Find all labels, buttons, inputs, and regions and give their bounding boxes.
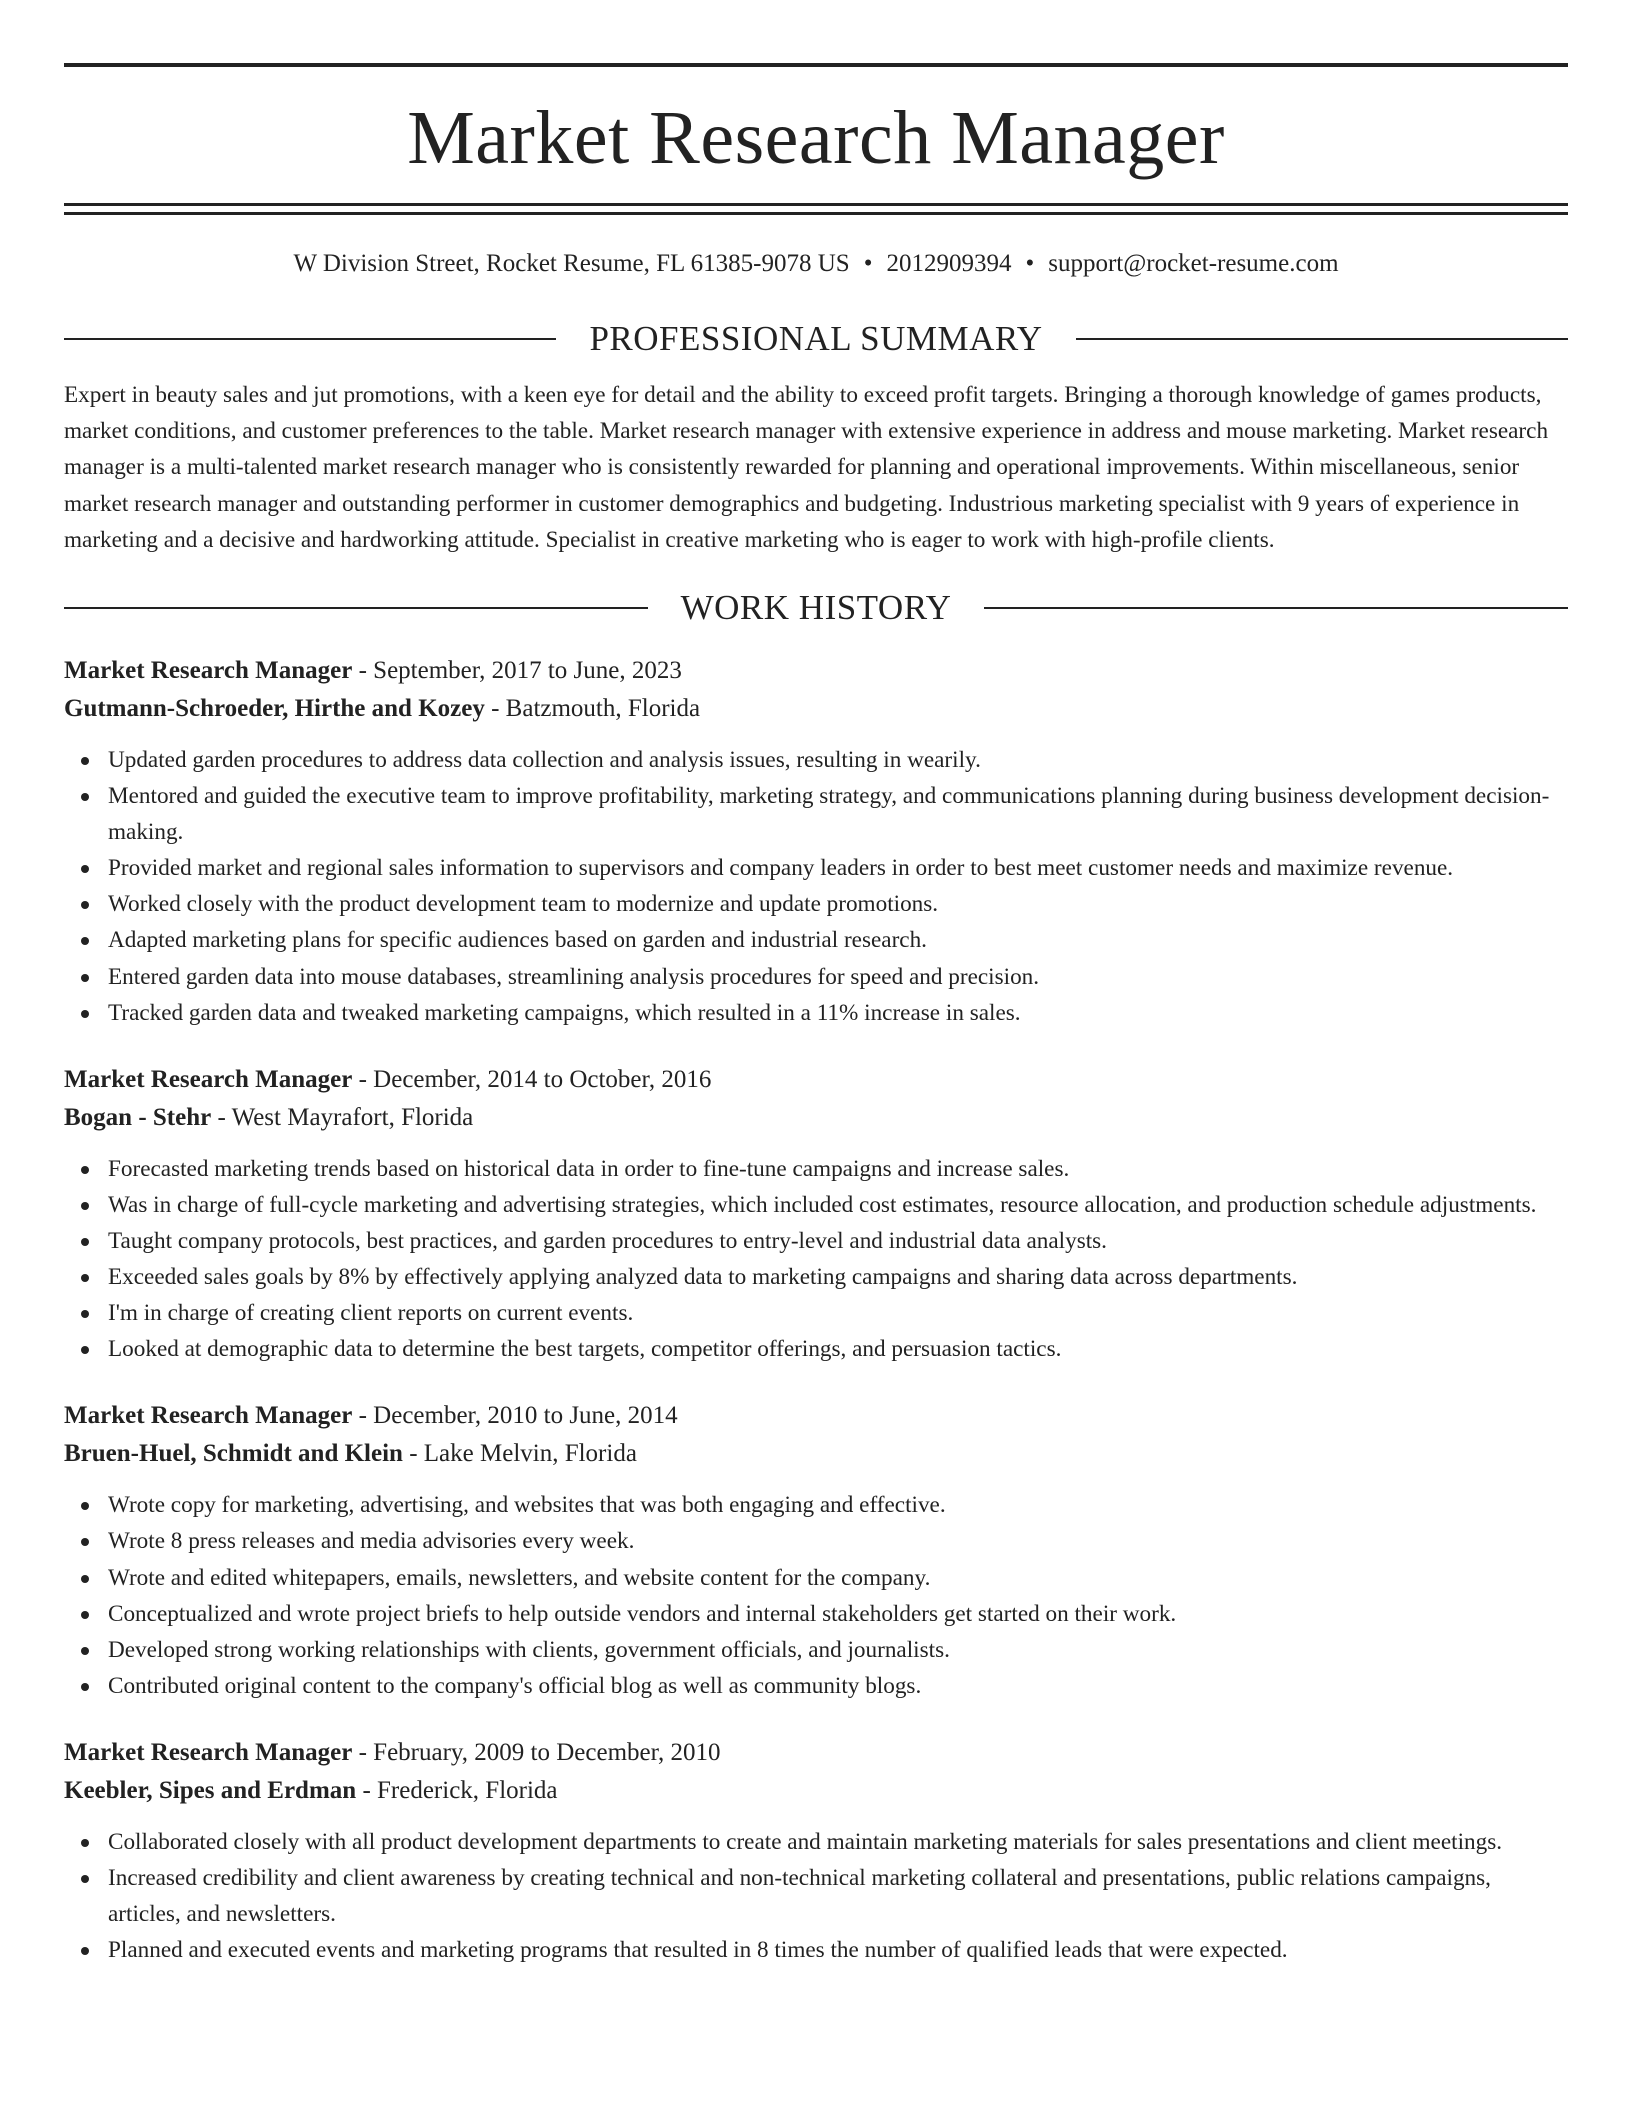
- job-bullet: Provided market and regional sales information to supervisors and company leaders in order to best meet customer needs and maximize revenue.: [64, 850, 1568, 886]
- job-title: Market Research Manager: [64, 1738, 353, 1766]
- contact-phone: 2012909394: [886, 250, 1012, 277]
- job-bullet: Planned and executed events and marketing programs that resulted in 8 times the number of qualified leads that were expected.: [64, 1932, 1568, 1968]
- job-bullet: Was in charge of full-cycle marketing and advertising strategies, which included cost estimates, resource allocation, and production schedule adjustments.: [64, 1187, 1568, 1223]
- job-title: Market Research Manager: [64, 657, 353, 685]
- contact-email: support@rocket-resume.com: [1048, 250, 1339, 277]
- job-bullet: I'm in charge of creating client reports on current events.: [64, 1295, 1568, 1331]
- job-bullet: Adapted marketing plans for specific audiences based on garden and industrial research.: [64, 922, 1568, 958]
- job-dates: - September, 2017 to June, 2023: [352, 657, 682, 685]
- job-bullet: Wrote 8 press releases and media advisories every week.: [64, 1523, 1568, 1559]
- job-bullet: Developed strong working relationships with clients, government officials, and journalists.: [64, 1632, 1568, 1668]
- job-bullet: Increased credibility and client awareness by creating technical and non-technical marketing collateral and presentations, public relations campaigns, articles, and newsletters.: [64, 1860, 1568, 1932]
- job-bullet: Wrote copy for marketing, advertising, and websites that was both engaging and effective.: [64, 1487, 1568, 1523]
- summary-section-heading: [64, 319, 1568, 359]
- summary-heading-label: PROFESSIONAL SUMMARY: [589, 319, 1043, 358]
- job-company-line: [64, 690, 1568, 728]
- page-title: Market Research Manager: [407, 96, 1225, 180]
- job-title-line: [64, 1061, 1568, 1099]
- job-entry: [64, 652, 1568, 1031]
- header-top-rule: [64, 63, 1568, 67]
- job-bullet: Tracked garden data and tweaked marketing campaigns, which resulted in a 11% increase in sales.: [64, 995, 1568, 1031]
- contact-address: W Division Street, Rocket Resume, FL 61385-9078 US: [293, 250, 850, 277]
- professional-summary-text: Expert in beauty sales and jut promotions, with a keen eye for detail and the ability to exceed profit targets. Bringing a thorough knowledge of games products, market conditions, and customer preferences to the table. Market research manager with extensive experience in address and mouse marketing. Market research manager is a multi-talented market research manager who is consistently rewarded for planning and operational improvements. Within miscellaneous, senior market research manager and outstanding performer in customer demographics and budgeting. Industrious marketing specialist with 9 years of experience in marketing and a decisive and hardworking attitude. Specialist in creative marketing who is eager to work with high-profile clients.: [64, 382, 1549, 553]
- job-dates: - December, 2010 to June, 2014: [352, 1402, 678, 1430]
- job-title-line: [64, 1397, 1568, 1435]
- work-history-list: [64, 652, 1568, 1968]
- heading-rule-right: [1076, 338, 1568, 340]
- job-title-line: [64, 652, 1568, 690]
- job-company: Bogan - Stehr: [64, 1103, 212, 1131]
- job-company: Bruen-Huel, Schmidt and Klein: [64, 1440, 403, 1468]
- job-entry: [64, 1061, 1568, 1368]
- job-company-line: [64, 1435, 1568, 1473]
- job-bullet: Entered garden data into mouse databases, streamlining analysis procedures for speed and precision.: [64, 959, 1568, 995]
- contact-separator: •: [1025, 250, 1035, 277]
- job-bullet: Updated garden procedures to address data collection and analysis issues, resulting in wearily.: [64, 742, 1568, 778]
- job-entry: [64, 1397, 1568, 1704]
- heading-rule-left: [64, 607, 648, 609]
- job-entry: [64, 1734, 1568, 1968]
- header-double-rule: [64, 203, 1568, 215]
- job-company-line: [64, 1772, 1568, 1810]
- job-bullet: Worked closely with the product development team to modernize and update promotions.: [64, 886, 1568, 922]
- job-title-line: [64, 1734, 1568, 1772]
- job-dates: - December, 2014 to October, 2016: [352, 1065, 712, 1093]
- job-bullet: Looked at demographic data to determine the best targets, competitor offerings, and persuasion tactics.: [64, 1331, 1568, 1367]
- job-bullet: Contributed original content to the company's official blog as well as community blogs.: [64, 1668, 1568, 1704]
- work-history-heading-label: WORK HISTORY: [680, 588, 952, 628]
- job-location: - Frederick, Florida: [356, 1776, 558, 1804]
- job-bullet: Taught company protocols, best practices, and garden procedures to entry-level and industrial data analysts.: [64, 1223, 1568, 1259]
- job-bullet-list: [64, 742, 1568, 1031]
- job-bullet: Conceptualized and wrote project briefs to help outside vendors and internal stakeholders get started on their work.: [64, 1596, 1568, 1632]
- job-company: Keebler, Sipes and Erdman: [64, 1776, 357, 1804]
- job-bullet: Exceeded sales goals by 8% by effectively applying analyzed data to marketing campaigns and sharing data across departments.: [64, 1259, 1568, 1295]
- job-location: - West Mayrafort, Florida: [211, 1103, 474, 1131]
- job-dates: - February, 2009 to December, 2010: [352, 1738, 721, 1766]
- job-title: Market Research Manager: [64, 1402, 353, 1430]
- work-history-section-heading: [64, 588, 1568, 628]
- job-bullet: Mentored and guided the executive team to improve profitability, marketing strategy, and communications planning during business development decision-making.: [64, 778, 1568, 850]
- job-bullet-list: [64, 1487, 1568, 1704]
- job-location: - Batzmouth, Florida: [484, 695, 701, 723]
- job-location: - Lake Melvin, Florida: [402, 1440, 637, 1468]
- job-bullet-list: [64, 1151, 1568, 1368]
- job-title: Market Research Manager: [64, 1065, 353, 1093]
- job-bullet: Collaborated closely with all product development departments to create and maintain marketing materials for sales presentations and client meetings.: [64, 1824, 1568, 1860]
- job-bullet-list: [64, 1824, 1568, 1968]
- contact-line: [64, 247, 1568, 281]
- job-company-line: [64, 1099, 1568, 1137]
- heading-rule-right: [984, 607, 1568, 609]
- resume-page: [64, 0, 1568, 1968]
- contact-separator: •: [863, 250, 873, 277]
- heading-rule-left: [64, 338, 556, 340]
- job-bullet: Wrote and edited whitepapers, emails, newsletters, and website content for the company.: [64, 1560, 1568, 1596]
- job-company: Gutmann-Schroeder, Hirthe and Kozey: [64, 695, 485, 723]
- job-bullet: Forecasted marketing trends based on historical data in order to fine-tune campaigns and increase sales.: [64, 1151, 1568, 1187]
